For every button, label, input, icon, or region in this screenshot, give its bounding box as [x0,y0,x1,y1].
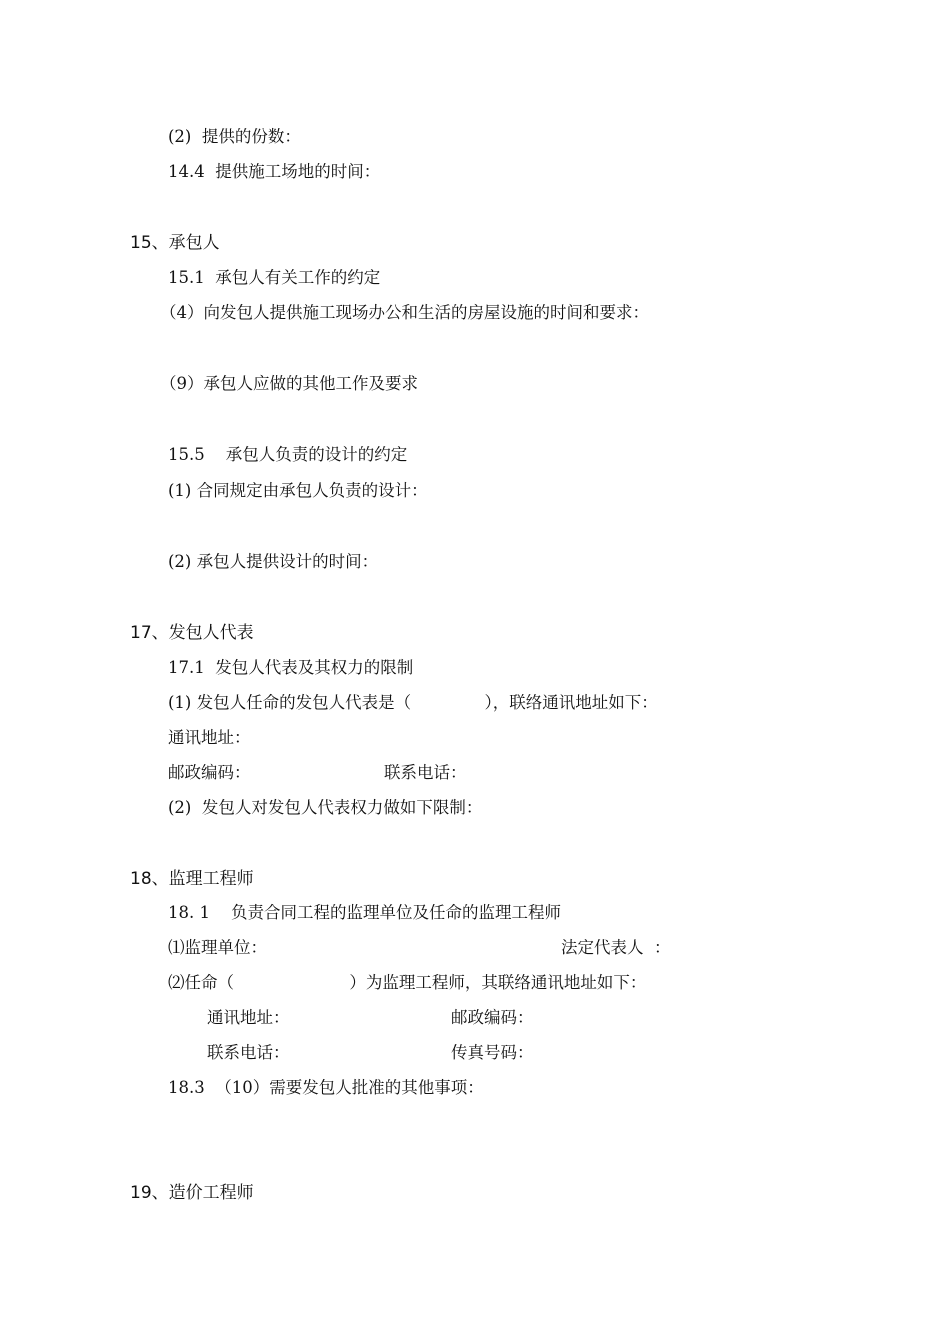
s18-fax-label: 传真号码： [451,1043,534,1062]
s15-clause-15-5: 15.5 承包人负责的设计的约定 [168,445,408,464]
s18-clause-18-3: 18.3 （10）需要发包人批准的其他事项： [168,1078,484,1097]
s17-authority-limits: (2) 发包人对发包人代表权力做如下限制： [168,798,483,817]
s17-representative-line: (1) 发包人任命的发包人代表是（ ），联络通讯地址如下： [168,693,658,712]
s15-clause-15-1: 15.1 承包人有关工作的约定 [168,268,381,287]
s15-item-4: （4）向发包人提供施工现场办公和生活的房屋设施的时间和要求： [160,303,649,322]
s18-supervision-unit-label: ⑴监理单位： [168,938,267,957]
s15-design-scope: (1) 合同规定由承包人负责的设计： [168,481,428,500]
s18-phone-label: 联系电话： [207,1043,290,1062]
s17-clause-17-1: 17.1 发包人代表及其权力的限制 [168,658,414,677]
s15-item-9: （9）承包人应做的其他工作及要求 [160,374,418,393]
s14-copies-line: (2) 提供的份数： [168,127,301,146]
s17-phone-label: 联系电话： [384,763,467,782]
section-heading-15: 15、承包人 [130,233,220,253]
s17-address-label: 通讯地址： [168,728,251,747]
s18-appointment-line: ⑵任命（ ）为监理工程师，其联络通讯地址如下： [168,973,647,992]
s18-legal-rep-label: 法定代表人 ： [561,938,671,957]
s15-design-time: (2) 承包人提供设计的时间： [168,552,379,571]
section-heading-19: 19、造价工程师 [130,1183,254,1203]
section-heading-17: 17、发包人代表 [130,623,254,643]
s14-site-time-line: 14.4 提供施工场地的时间： [168,162,381,181]
s17-postcode-label: 邮政编码： [168,763,251,782]
s18-clause-18-1: 18. 1 负责合同工程的监理单位及任命的监理工程师 [168,903,561,922]
s18-postcode-label: 邮政编码： [451,1008,534,1027]
section-heading-18: 18、监理工程师 [130,869,254,889]
s18-address-label: 通讯地址： [207,1008,290,1027]
